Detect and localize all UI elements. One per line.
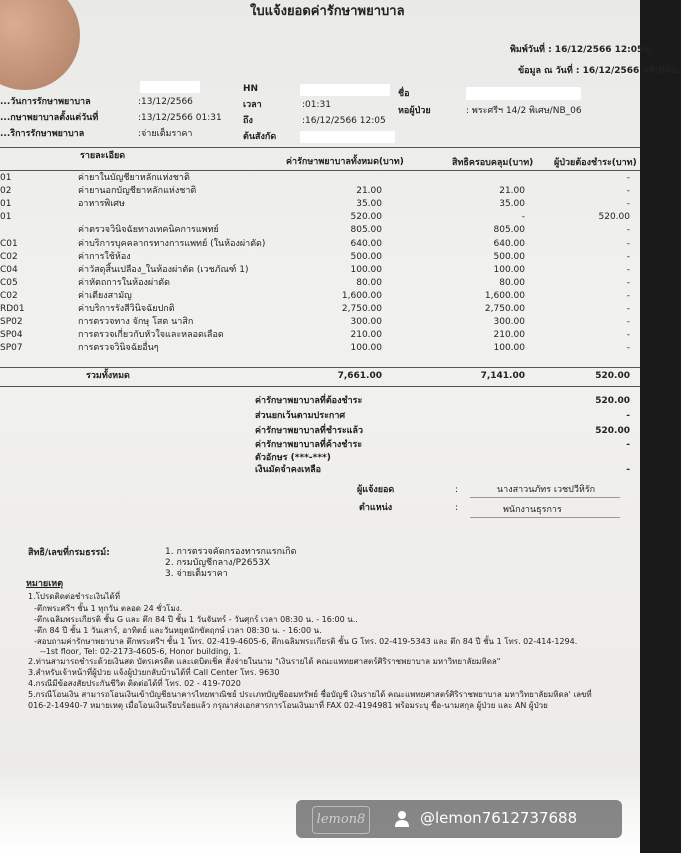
row-patient: -	[626, 186, 630, 196]
row-description: การตรวจวินิจฉัยอื่นๆ	[78, 343, 159, 353]
row-total: 100.00	[350, 265, 382, 275]
row-patient: -	[626, 343, 630, 353]
total-label: รวมทั้งหมด	[86, 371, 130, 381]
row-covered: 21.00	[499, 186, 525, 196]
row-code: C05	[0, 278, 18, 288]
position-rule	[470, 517, 620, 518]
type-label: ...ริการรักษาพยาบาล	[0, 129, 85, 139]
row-description: ค่าตรวจวินิจฉัยทางเทคนิคการแพทย์	[78, 225, 219, 235]
redacted-hn	[300, 84, 390, 96]
row-total: 1,600.00	[341, 291, 382, 301]
header-item: รายละเอียด	[80, 151, 126, 161]
row-covered: -	[521, 212, 525, 222]
stay-value: :13/12/2566 01:31	[138, 113, 222, 123]
lemon8-logo: lemon8	[312, 806, 370, 834]
row-description: ค่าหัตถการในห้องผ่าตัด	[78, 278, 170, 288]
row-patient: -	[626, 225, 630, 235]
note-line: -ตึกเฉลิมพระเกียรติ ชั้น G และ ตึก 84 ปี ชั้น 1 วันจันทร์ - วันศุกร์ เวลา 08:30 น. - 16:00 น..	[34, 615, 358, 624]
row-covered: 2,750.00	[484, 304, 525, 314]
table-top-rule	[0, 147, 640, 148]
notifier-colon: :	[455, 485, 459, 495]
data-date: ข้อมูล ณ วันที่ : 16/12/2566 08:06น.	[518, 66, 681, 76]
note-line: -สอบถามค่ารักษาพยาบาล ตึกพระศรีฯ ชั้น 1 โทร. 02-419-4605-6, ตึกเฉลิมพระเกียรติ ชั้น G โทร. 02-419-5343 และ ตึก 84 ปี ชั้น 1 โทร. 02-414-1294.	[34, 637, 578, 646]
rights-label: สิทธิ/เลขที่กรมธรรม์:	[28, 548, 110, 558]
summary-label: ค่ารักษาพยาบาลที่ต้องชำระ	[255, 396, 363, 406]
row-code: 01	[0, 199, 12, 209]
ward-label: หอผู้ป่วย	[398, 106, 431, 116]
to-label: ถึง	[243, 116, 253, 126]
note-line: 2.ท่านสามารถชำระด้วยเงินสด บัตรเครดิต และเดบิตเชิ่ค สั่งจ่ายในนาม "เงินรายได้ คณะแพทยศาสตร์ศิริราชพยาบาล มหาวิทยาลัยมหิดล"	[28, 657, 501, 666]
summary-value: -	[626, 411, 630, 421]
service-date-value: :13/12/2566	[138, 97, 193, 107]
rights-item: 2. กรมบัญชีกลาง/P2653X	[165, 558, 271, 568]
position-value: พนักงานธุรการ	[503, 505, 562, 515]
row-description: ค่าเตียงสามัญ	[78, 291, 132, 301]
note-line: 016-2-14940-7 หมายเหตุ เมื่อโอนเงินเรียบร้อยแล้ว กรุณาส่งเอกสารการโอนเงินมาที่ FAX 02-4194981 พร้อมระบุ ชื่อ-นามสกุล ผู้ป่วย และ AN ผู้ป่วย	[28, 701, 548, 710]
row-covered: 35.00	[499, 199, 525, 209]
row-total: 80.00	[356, 278, 382, 288]
row-total: 2,750.00	[341, 304, 382, 314]
row-code: 01	[0, 173, 12, 183]
total-rule	[0, 386, 640, 387]
note-line: --1st floor, Tel: 02-2173-4605-6, Honor building, 1.	[40, 647, 242, 656]
row-patient: -	[626, 173, 630, 183]
row-total: 500.00	[350, 252, 382, 262]
total-patient: 520.00	[595, 371, 630, 381]
row-description: การตรวจทาง จักษุ โสต นาสิก	[78, 317, 194, 327]
print-date: พิมพ์วันที่ : 16/12/2566 12:05น.	[510, 45, 653, 55]
row-covered: 210.00	[493, 330, 525, 340]
row-total: 35.00	[356, 199, 382, 209]
row-covered: 500.00	[493, 252, 525, 262]
row-code: 01	[0, 212, 12, 222]
row-code: SP04	[0, 330, 23, 340]
notifier-value: นางสาวนภัทร เวชปวีหิรัก	[497, 485, 596, 495]
affiliation-label: ต้นสังกัด	[243, 132, 277, 142]
notifier-label: ผู้แจ้งยอด	[357, 485, 395, 495]
row-description: อาหารพิเศษ	[78, 199, 125, 209]
row-total: 210.00	[350, 330, 382, 340]
row-code: C01	[0, 239, 18, 249]
note-line: 3.สำหรับเจ้าหน้าที่ผู้ป่วย แจ้งผู้ป่วยกลับบ้านได้ที่ Call Center โทร. 9630	[28, 668, 280, 677]
row-code: SP02	[0, 317, 23, 327]
row-code: SP07	[0, 343, 23, 353]
row-covered: 640.00	[493, 239, 525, 249]
row-description: ค่าการใช้ห้อง	[78, 252, 131, 262]
note-line: -ตึกพระศรีฯ ชั้น 1 ทุกวัน ตลอด 24 ชั่วโมง.	[34, 604, 183, 613]
time-value: :01:31	[302, 100, 331, 110]
hn-label: HN	[243, 84, 259, 94]
row-covered: 300.00	[493, 317, 525, 327]
note-line: 5.กรณีโอนเงิน สามารถโอนเงินเข้าบัญชีธนาคารไทยพาณิชย์ ประเภทบัญชีออมทรัพย์ ชื่อบัญชี เงินรายได้ คณะแพทยศาสตร์ศิริราชพยาบาล มหาวิทยาลัยมหิดล' เลขที่	[28, 690, 592, 699]
row-total: 805.00	[350, 225, 382, 235]
row-total: 300.00	[350, 317, 382, 327]
notifier-rule	[470, 497, 620, 498]
note-line: -ตึก 84 ปี ชั้น 1 วันเสาร์, อาทิตย์ และวันหยุดนักขัตฤกษ์ เวลา 08:30 น. - 16:00 น.	[34, 626, 322, 635]
row-patient: -	[626, 239, 630, 249]
redacted-affiliation	[300, 131, 395, 143]
table-header-rule	[0, 170, 640, 171]
time-label: เวลา	[243, 100, 262, 110]
rights-item: 3. จ่ายเต็มราคา	[165, 569, 228, 579]
total-amount: 7,661.00	[337, 371, 382, 381]
summary-value: 520.00	[595, 426, 630, 436]
row-covered: 100.00	[493, 265, 525, 275]
row-code: C02	[0, 291, 18, 301]
row-covered: 1,600.00	[484, 291, 525, 301]
row-code: 02	[0, 186, 12, 196]
redacted-field	[140, 81, 200, 93]
summary-label: ส่วนยกเว้นตามประกาศ	[255, 411, 346, 421]
redacted-name	[466, 87, 581, 100]
summary-label: ค่ารักษาพยาบาลที่ชำระแล้ว	[255, 426, 364, 436]
row-patient: -	[626, 199, 630, 209]
row-description: ค่าบริการบุคคลากรทางการแพทย์ (ในห้องผ่าตัด)	[78, 239, 266, 249]
name-label: ชื่อ	[398, 89, 410, 99]
row-description: ค่าวัสดุสิ้นเปลือง_ในห้องผ่าตัด (เวชภัณฑ์ 1)	[78, 265, 249, 275]
row-total: 100.00	[350, 343, 382, 353]
user-icon	[394, 810, 410, 828]
row-description: การตรวจเกี่ยวกับหัวใจและหลอดเลือด	[78, 330, 224, 340]
finger-overlay	[0, 0, 80, 90]
note-line: 4.กรณีมีข้อสงสัยประกันชีวิต ติดต่อได้ที่ โทร. 02 - 419-7020	[28, 679, 241, 688]
row-total: 520.00	[350, 212, 382, 222]
document-title: ใบแจ้งยอดค่ารักษาพยาบาล	[250, 4, 405, 19]
row-total: 21.00	[356, 186, 382, 196]
user-handle: @lemon7612737688	[420, 809, 578, 827]
row-description: ค่าบริการรังสีวินิจฉัยปกติ	[78, 304, 175, 314]
header-total: ค่ารักษาพยาบาลทั้งหมด(บาท)	[286, 157, 404, 167]
row-code: C02	[0, 252, 18, 262]
row-patient: -	[626, 304, 630, 314]
type-value: :จ่ายเต็มราคา	[138, 129, 193, 139]
summary-label: เงินมัดจำคงเหลือ	[255, 465, 322, 475]
summary-label: ตัวอักษร (***-***)	[255, 453, 331, 463]
row-patient: -	[626, 265, 630, 275]
row-patient: -	[626, 252, 630, 262]
row-description: ค่ายานอกบัญชียาหลักแห่งชาติ	[78, 186, 197, 196]
position-label: ตำแหน่ง	[359, 503, 393, 513]
ward-value: : พระศรีฯ 14/2 พิเศษ/NB_06	[466, 106, 582, 116]
row-patient: -	[626, 330, 630, 340]
total-covered: 7,141.00	[480, 371, 525, 381]
stay-label: ...กษาพยาบาลตั้งแต่วันที่	[0, 113, 99, 123]
row-patient: -	[626, 278, 630, 288]
row-covered: 100.00	[493, 343, 525, 353]
row-code: C04	[0, 265, 18, 275]
to-value: :16/12/2566 12:05	[302, 116, 386, 126]
position-colon: :	[455, 503, 459, 513]
summary-label: ค่ารักษาพยาบาลที่ค้างชำระ	[255, 440, 363, 450]
notes-heading: หมายเหตุ	[26, 579, 64, 589]
row-description: ค่ายาในบัญชียาหลักแห่งชาติ	[78, 173, 190, 183]
header-patient: ผู้ป่วยต้องชำระ(บาท)	[554, 158, 637, 168]
service-date-label: ...วันการรักษาพยาบาล	[0, 97, 91, 107]
header-covered: สิทธิครอบคลุม(บาท)	[452, 158, 534, 168]
note-line: 1.โปรดติดต่อชำระเงินได้ที่	[28, 592, 121, 601]
row-patient: 520.00	[598, 212, 630, 222]
row-total: 640.00	[350, 239, 382, 249]
row-patient: -	[626, 291, 630, 301]
row-patient: -	[626, 317, 630, 327]
row-covered: 805.00	[493, 225, 525, 235]
rights-item: 1. การตรวจคัดกรองทารกแรกเกิด	[165, 547, 297, 557]
summary-value: -	[626, 465, 630, 475]
row-covered: 80.00	[499, 278, 525, 288]
summary-value: -	[626, 440, 630, 450]
table-bottom-rule	[0, 367, 640, 368]
row-code: RD01	[0, 304, 25, 314]
summary-value: 520.00	[595, 396, 630, 406]
